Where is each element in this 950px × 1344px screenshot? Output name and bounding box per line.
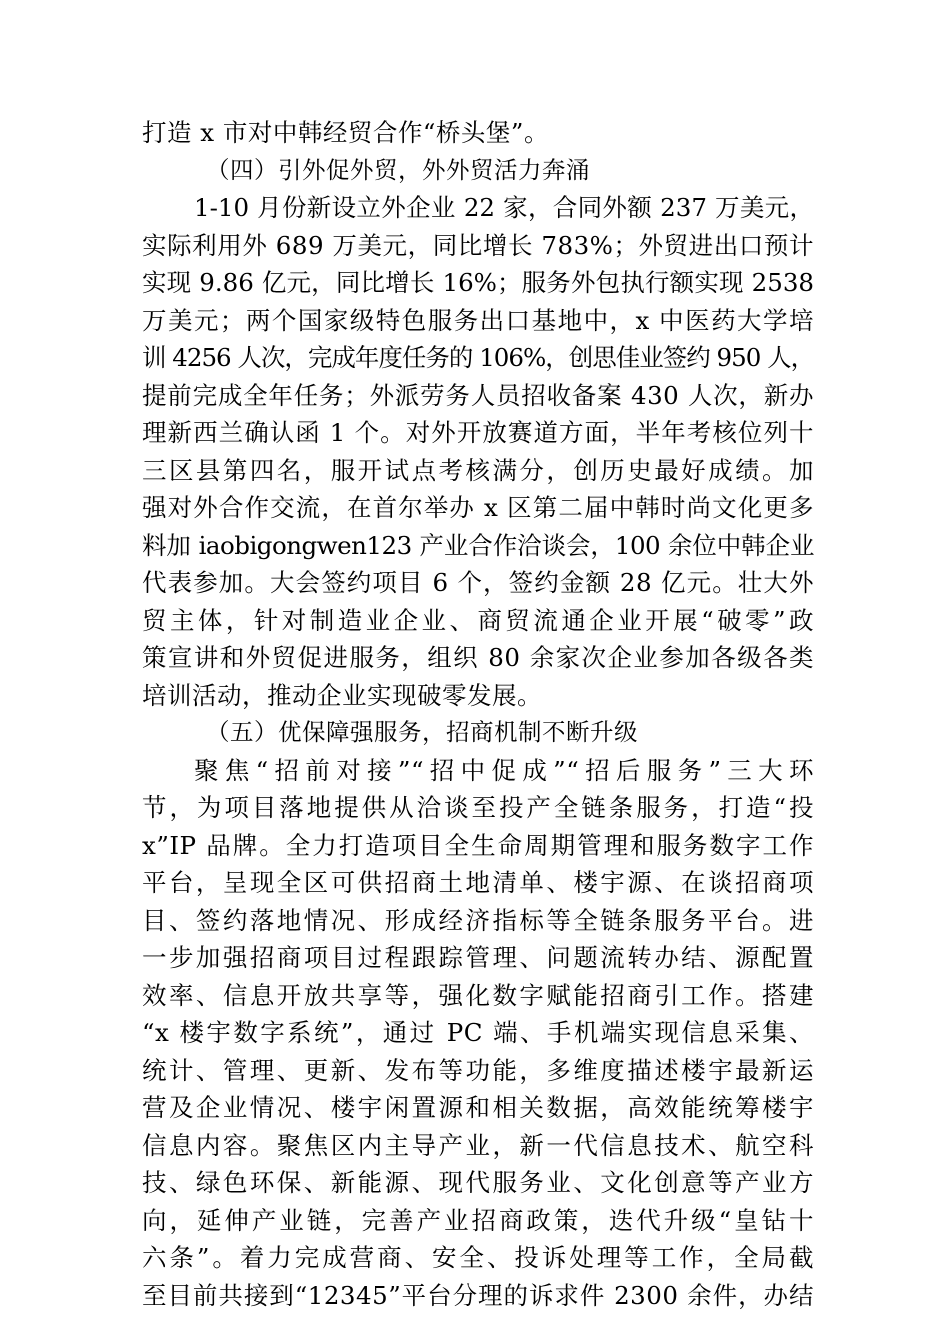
body-line: 提前完成全年任务；外派劳务人员招收备案 430 人次，新办 xyxy=(142,380,814,410)
body-line: 平台，呈现全区可供招商土地清单、楼宇源、在谈招商项 xyxy=(142,868,814,897)
body-line: 训 4256 人次，完成年度任务的 106%，创思佳业签约 950 人， xyxy=(142,343,815,372)
body-line: 强对外合作交流，在首尔举办 x 区第二届中韩时尚文化更多 xyxy=(142,493,814,522)
body-line: 聚焦“招前对接”“招中促成”“招后服务”三大环 xyxy=(194,755,814,785)
body-line: 万美元；两个国家级特色服务出口基地中，x 中医药大学培 xyxy=(142,305,814,335)
body-line: 统计、管理、更新、发布等功能，多维度描述楼宇最新运 xyxy=(142,1055,814,1085)
body-line: 理新西兰确认函 1 个。对外开放赛道方面，半年考核位列十 xyxy=(142,418,814,447)
document-body xyxy=(142,114,814,1314)
body-line: 代表参加。大会签约项目 6 个，签约金额 28 亿元。壮大外 xyxy=(142,568,814,597)
body-line: 料加 iaobigongwen123 产业合作洽谈会，100 余位中韩企业 xyxy=(142,530,814,560)
body-line: x”IP 品牌。全力打造项目全生命周期管理和服务数字工作 xyxy=(142,830,814,860)
body-line: 向，延伸产业链，完善产业招商政策，迭代升级“皇钻十 xyxy=(142,1205,814,1235)
body-line: 目、签约落地情况、形成经济指标等全链条服务平台。进 xyxy=(142,905,814,935)
body-line: 培训活动，推动企业实现破零发展。 xyxy=(142,680,542,710)
body-line: 实现 9.86 亿元，同比增长 16%；服务外包执行额实现 2538 xyxy=(142,268,814,297)
body-line: 至目前共接到“12345”平台分理的诉求件 2300 余件，办结 xyxy=(142,1280,814,1310)
body-line: 贸主体，针对制造业企业、商贸流通企业开展“破零”政 xyxy=(142,605,814,635)
body-line: 三区县第四名，服开试点考核满分，创历史最好成绩。加 xyxy=(142,455,814,485)
body-line: 六条”。着力完成营商、安全、投诉处理等工作，全局截 xyxy=(142,1243,814,1272)
body-line: 实际利用外 689 万美元，同比增长 783%；外贸进出口预计 xyxy=(142,230,814,260)
body-line: 营及企业情况、楼宇闲置源和相关数据，高效能统筹楼宇 xyxy=(142,1093,814,1122)
body-line: 一步加强招商项目过程跟踪管理、问题流转办结、源配置 xyxy=(142,943,814,972)
body-line: 信息内容。聚焦区内主导产业，新一代信息技术、航空科 xyxy=(142,1130,814,1160)
body-line: 策宣讲和外贸促进服务，组织 80 余家次企业参加各级各类 xyxy=(142,643,814,672)
section-heading-5: （五）优保障强服务，招商机制不断升级 xyxy=(206,718,638,746)
body-line: 节，为项目落地提供从洽谈至投产全链条服务，打造“投 xyxy=(142,793,814,822)
body-line: “x 楼宇数字系统”，通过 PC 端、手机端实现信息采集、 xyxy=(142,1018,814,1047)
section-heading-4: （四）引外促外贸，外外贸活力奔涌 xyxy=(206,155,590,184)
body-line: 技、绿色环保、新能源、现代服务业、文化创意等产业方 xyxy=(142,1168,814,1197)
body-line: 打造 x 市对中韩经贸合作“桥头堡”。 xyxy=(142,118,549,147)
body-line: 1-10 月份新设立外企业 22 家，合同外额 237 万美元， xyxy=(194,193,814,222)
body-line: 效率、信息开放共享等，强化数字赋能招商引工作。搭建 xyxy=(142,980,814,1010)
